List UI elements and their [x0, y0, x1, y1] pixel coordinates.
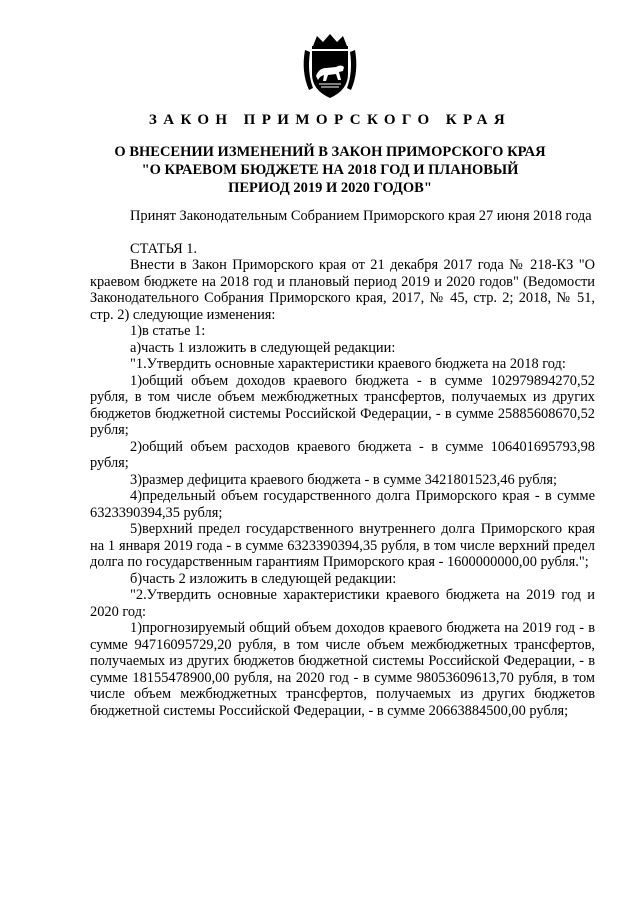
paragraph: 1)прогнозируемый общий объем доходов краевого бюджета на 2019 год - в сумме 94716095729,20 рубля, в том числе объем межбюджетных трансфертов, получаемых из других бюджетов бюджетной системы Российской Федерации, - в сумме 18155478900,00 рубля, на 2020 год - в сумме 98053609613,70 рубля, в том числе объем межбюджетных трансфертов, получаемых из других бюджетов бюджетной системы Российской Федерации, - в сумме 20663884500,00 рубля;	[90, 620, 595, 719]
paragraph: Внести в Закон Приморского края от 21 декабря 2017 года № 218-КЗ "О краевом бюджете на 2018 год и плановый период 2019 и 2020 годов" (Ведомости Законодательного Собрания Приморского края, 2017, № 45, стр. 2; 2018, № 51, стр. 2) следующие изменения:	[90, 257, 595, 323]
subtitle-line: ПЕРИОД 2019 И 2020 ГОДОВ"	[228, 180, 432, 196]
paragraph: 4)предельный объем государственного долга Приморского края - в сумме 6323390394,35 рубля;	[90, 488, 595, 521]
paragraph: 5)верхний предел государственного внутреннего долга Приморского края на 1 января 2019 года - в сумме 6323390394,35 рубля, в том числе верхний предел долга по государственным гарантиям Приморского края - 1600000000,00 рубля.";	[90, 521, 595, 570]
subtitle-line: "О КРАЕВОМ БЮДЖЕТЕ НА 2018 ГОД И ПЛАНОВЫЙ	[141, 162, 519, 178]
paragraph: 2)общий объем расходов краевого бюджета - в сумме 106401695793,98 рубля;	[90, 438, 595, 471]
article-heading: СТАТЬЯ 1.	[130, 240, 198, 257]
adoption-note: Принят Законодательным Собранием Приморского края 27 июня 2018 года	[130, 208, 592, 224]
paragraph: 3)размер дефицита краевого бюджета - в сумме 3421801523,46 рубля;	[130, 471, 558, 488]
paragraph: 1)в статье 1:	[130, 323, 206, 339]
paragraph: "1.Утвердить основные характеристики краевого бюджета на 2018 год:	[130, 356, 566, 372]
law-title: ЗАКОН ПРИМОРСКОГО КРАЯ	[148, 112, 512, 128]
coat-of-arms-icon	[299, 32, 361, 102]
paragraph: б)часть 2 изложить в следующей редакции:	[130, 570, 397, 587]
document-body	[90, 208, 595, 719]
paragraph: а)часть 1 изложить в следующей редакции:	[130, 339, 396, 356]
paragraph: "2.Утвердить основные характеристики краевого бюджета на 2019 год и 2020 год:	[90, 587, 595, 620]
law-subtitle	[60, 143, 600, 197]
subtitle-line: О ВНЕСЕНИИ ИЗМЕНЕНИЙ В ЗАКОН ПРИМОРСКОГО КРАЯ	[114, 144, 546, 160]
paragraph: 1)общий объем доходов краевого бюджета - в сумме 102979894270,52 рубля, в том числе объем межбюджетных трансфертов, получаемых из других бюджетов бюджетной системы Российской Федерации, - в сумме 25885608670,52 рубля;	[90, 372, 595, 438]
